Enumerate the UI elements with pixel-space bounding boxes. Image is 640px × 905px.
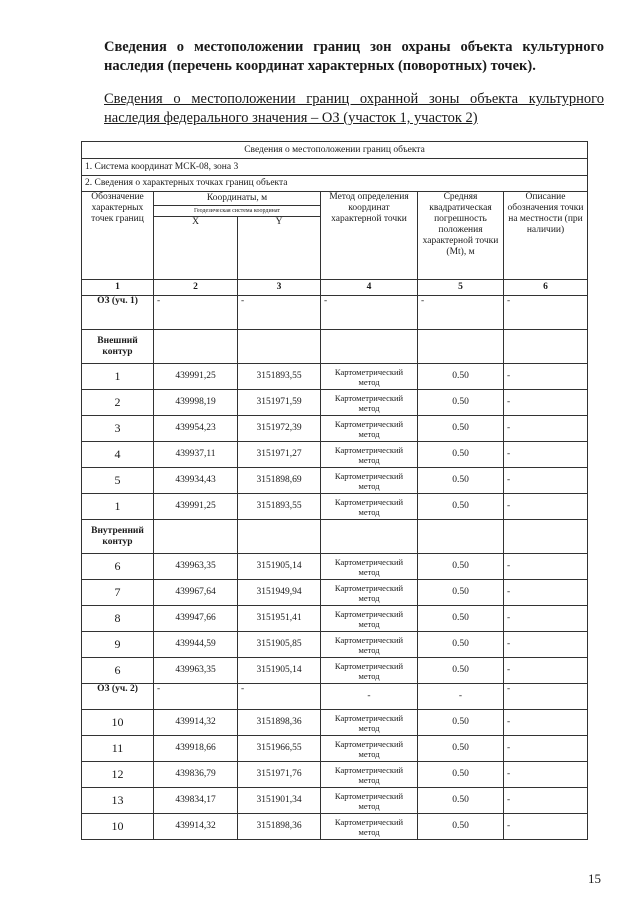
empty-cell [321,330,418,364]
y-value: 3151898,69 [238,468,321,494]
contour-label: Внешний контур [82,330,154,364]
error-value: 0.50 [418,632,504,658]
point-number: 6 [82,554,154,580]
method-value: Картометрический метод [321,710,418,736]
empty-cell [504,520,588,554]
error-value: 0.50 [418,364,504,390]
description-value: - [504,296,588,330]
table-row [82,606,588,632]
empty-cell [154,520,238,554]
description-value: - [504,468,588,494]
description-value: - [504,658,588,684]
point-number: 10 [82,710,154,736]
x-value: 439963,35 [154,554,238,580]
table-row [82,632,588,658]
method-value: Картометрический метод [321,606,418,632]
empty-cell [238,520,321,554]
table-row [82,554,588,580]
empty-cell [154,330,238,364]
col-number: 2 [154,280,238,296]
error-value: 0.50 [418,554,504,580]
x-value: 439954,23 [154,416,238,442]
header-error: Средняя квадратическая погрешность положения характерной точки (Mt), м [418,192,504,280]
x-value: - [154,296,238,330]
y-value: 3151971,76 [238,762,321,788]
point-number: 6 [82,658,154,684]
point-number: 5 [82,468,154,494]
point-number: 1 [82,494,154,520]
point-number: 13 [82,788,154,814]
y-value: 3151905,14 [238,554,321,580]
table-row [82,494,588,520]
method-value: - [321,684,418,710]
x-value: 439998,19 [154,390,238,416]
points-section-title: 2. Сведения о характерных точках границ объекта [82,176,588,192]
document-title: Сведения о местоположении границ зон охраны объекта культурного наследия (перечень координат характерных (поворотных) точек). [104,39,604,74]
col-number: 3 [238,280,321,296]
table-row [82,580,588,606]
header-y: Y [238,217,321,280]
method-value: Картометрический метод [321,658,418,684]
x-value: 439914,32 [154,710,238,736]
description-value: - [504,710,588,736]
header-coords: Координаты, м [154,192,321,206]
table-caption: Сведения о местоположении границ объекта [82,142,588,159]
x-value: 439991,25 [154,364,238,390]
method-value: Картометрический метод [321,390,418,416]
error-value: 0.50 [418,606,504,632]
page-number: 15 [588,871,601,886]
method-value: Картометрический метод [321,762,418,788]
y-value: 3151901,34 [238,788,321,814]
point-number: 11 [82,736,154,762]
y-value: 3151898,36 [238,814,321,840]
x-value: 439991,25 [154,494,238,520]
table-row [82,442,588,468]
error-value: 0.50 [418,736,504,762]
x-value: 439836,79 [154,762,238,788]
error-value: 0.50 [418,494,504,520]
section-label: ОЗ (уч. 2) [82,684,154,710]
description-value: - [504,736,588,762]
document-subtitle: Сведения о местоположении границ охранной зоны объекта культурного наследия федерального значения – ОЗ (участок 1, участок 2) [104,91,604,126]
y-value: 3151951,41 [238,606,321,632]
method-value: Картометрический метод [321,736,418,762]
description-value: - [504,580,588,606]
section-row [82,684,588,710]
contour-row [82,520,588,554]
error-value: 0.50 [418,762,504,788]
column-numbers-row [82,280,588,296]
description-value: - [504,554,588,580]
table-row [82,788,588,814]
y-value: 3151971,59 [238,390,321,416]
empty-cell [238,330,321,364]
x-value: 439947,66 [154,606,238,632]
method-value: Картометрический метод [321,554,418,580]
description-value: - [504,762,588,788]
point-number: 10 [82,814,154,840]
error-value: 0.50 [418,580,504,606]
method-value: Картометрический метод [321,442,418,468]
header-designation: Обозначение характерных точек границ [82,192,154,280]
point-number: 4 [82,442,154,468]
y-value: 3151905,14 [238,658,321,684]
y-value: - [238,296,321,330]
y-value: 3151971,27 [238,442,321,468]
method-value: Картометрический метод [321,468,418,494]
method-value: Картометрический метод [321,416,418,442]
description-value: - [504,494,588,520]
y-value: 3151893,55 [238,494,321,520]
col-number: 1 [82,280,154,296]
x-value: 439944,59 [154,632,238,658]
table-row [82,658,588,684]
x-value: - [154,684,238,710]
table-row [82,364,588,390]
x-value: 439937,11 [154,442,238,468]
table-row [82,710,588,736]
method-value: Картометрический метод [321,814,418,840]
header-method: Метод определения координат характерной точки [321,192,418,280]
point-number: 3 [82,416,154,442]
point-number: 1 [82,364,154,390]
contour-row [82,330,588,364]
coordinates-table [81,141,588,840]
table-row [82,762,588,788]
method-value: - [321,296,418,330]
empty-cell [321,520,418,554]
col-number: 6 [504,280,588,296]
y-value: 3151898,36 [238,710,321,736]
section-label: ОЗ (уч. 1) [82,296,154,330]
y-value: 3151893,55 [238,364,321,390]
header-description: Описание обозначения точки на местности (при наличии) [504,192,588,280]
method-value: Картометрический метод [321,494,418,520]
x-value: 439934,43 [154,468,238,494]
table-row [82,416,588,442]
y-value: 3151966,55 [238,736,321,762]
description-value: - [504,416,588,442]
error-value: 0.50 [418,468,504,494]
empty-cell [504,330,588,364]
point-number: 2 [82,390,154,416]
error-value: 0.50 [418,658,504,684]
description-value: - [504,606,588,632]
description-value: - [504,632,588,658]
description-value: - [504,814,588,840]
point-number: 7 [82,580,154,606]
description-value: - [504,390,588,416]
method-value: Картометрический метод [321,580,418,606]
description-value: - [504,788,588,814]
table-row [82,390,588,416]
method-value: Картометрический метод [321,788,418,814]
y-value: 3151905,85 [238,632,321,658]
header-x: X [154,217,238,280]
empty-cell [418,330,504,364]
error-value: - [418,684,504,710]
error-value: 0.50 [418,416,504,442]
x-value: 439963,35 [154,658,238,684]
description-value: - [504,364,588,390]
error-value: 0.50 [418,814,504,840]
y-value: - [238,684,321,710]
table-row [82,814,588,840]
x-value: 439914,32 [154,814,238,840]
col-number: 5 [418,280,504,296]
coordinate-system: 1. Система координат МСК-08, зона 3 [82,159,588,176]
table-row [82,736,588,762]
point-number: 9 [82,632,154,658]
x-value: 439967,64 [154,580,238,606]
method-value: Картометрический метод [321,632,418,658]
empty-cell [418,520,504,554]
error-value: - [418,296,504,330]
point-number: 8 [82,606,154,632]
contour-label: Внутренний контур [82,520,154,554]
error-value: 0.50 [418,390,504,416]
section-row [82,296,588,330]
table-row [82,468,588,494]
x-value: 439834,17 [154,788,238,814]
description-value: - [504,684,588,710]
error-value: 0.50 [418,788,504,814]
y-value: 3151949,94 [238,580,321,606]
header-geodetic-system: Геодезическая система координат [154,206,321,217]
point-number: 12 [82,762,154,788]
description-value: - [504,442,588,468]
error-value: 0.50 [418,710,504,736]
y-value: 3151972,39 [238,416,321,442]
method-value: Картометрический метод [321,364,418,390]
x-value: 439918,66 [154,736,238,762]
error-value: 0.50 [418,442,504,468]
col-number: 4 [321,280,418,296]
